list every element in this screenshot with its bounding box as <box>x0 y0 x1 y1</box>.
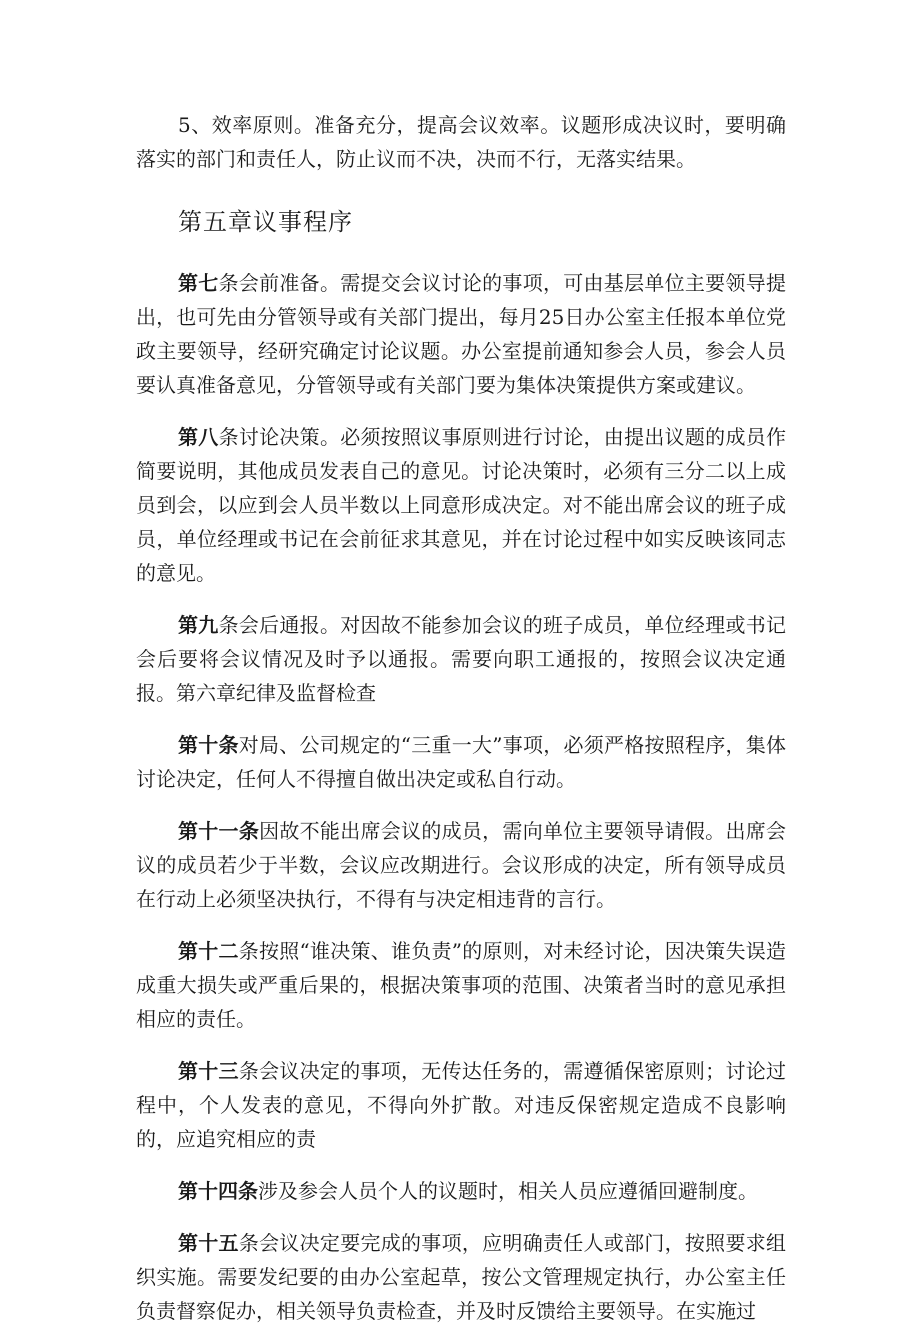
article-14-paragraph <box>136 1174 786 1208</box>
document-page <box>136 108 786 1328</box>
principle-5-paragraph: 5、效率原则。准备充分，提高会议效率。议题形成决议时，要明确落实的部门和责任人，防止议而不决，决而不行，无落实结果。 <box>136 113 786 171</box>
article-8-text: 条讨论决策。必须按照议事原则进行讨论，由提出议题的成员作简要说明，其他成员发表自己的意见。讨论决策时，必须有三分二以上成员到会，以应到会人员半数以上同意形成决定。对不能出席会议的班子成员，单位经理或书记在会前征求其意见，并在讨论过程中如实反映该同志的意见。 <box>136 425 787 585</box>
article-11-lead: 第十一条 <box>178 819 260 843</box>
article-15-lead: 第十五 <box>178 1231 239 1255</box>
article-8-paragraph <box>136 420 786 590</box>
article-10-text: 对局、公司规定的“三重一大”事项，必须严格按照程序，集体讨论决定，任何人不得擅自做出决定或私自行动。 <box>136 733 787 791</box>
article-10-paragraph <box>136 728 786 796</box>
article-9-paragraph <box>136 608 786 710</box>
article-9-lead: 第九 <box>178 613 219 637</box>
article-12-paragraph <box>136 934 786 1036</box>
article-7-text: 条会前准备。需提交会议讨论的事项，可由基层单位主要领导提出，也可先由分管领导或有关部门提出，每月25日办公室主任报本单位党政主要领导，经研究确定讨论议题。办公室提前通知参会人员，参会人员要认真准备意见，分管领导或有关部门要为集体决策提供方案或建议。 <box>136 271 787 397</box>
article-12-lead: 第十二 <box>178 939 239 963</box>
article-11-text: 因故不能出席会议的成员，需向单位主要领导请假。出席会议的成员若少于半数，会议应改期进行。会议形成的决定，所有领导成员在行动上必须坚决执行，不得有与决定相违背的言行。 <box>136 819 787 911</box>
article-8-lead: 第八 <box>178 425 219 449</box>
article-13-paragraph <box>136 1054 786 1156</box>
article-9-text: 条会后通报。对因故不能参加会议的班子成员，单位经理或书记会后要将会议情况及时予以通报。需要向职工通报的，按照会议决定通报。第六章纪律及监督检查 <box>136 613 787 705</box>
article-11-paragraph <box>136 814 786 916</box>
article-15-text: 条会议决定要完成的事项，应明确责任人或部门，按照要求组织实施。需要发纪要的由办公室起草，按公文管理规定执行，办公室主任负责督察促办，相关领导负责检查，并及时反馈给主要领导。在实施过 <box>136 1231 787 1323</box>
article-13-lead: 第十三 <box>178 1059 239 1083</box>
article-14-text: 涉及参会人员个人的议题时，相关人员应遵循回避制度。 <box>258 1179 758 1203</box>
article-12-text: 条按照“谁决策、谁负责”的原则，对未经讨论，因决策失误造成重大损失或严重后果的，根据决策事项的范围、决策者当时的意见承担相应的责任。 <box>136 939 787 1031</box>
article-10-lead: 第十条 <box>178 733 239 757</box>
article-14-lead: 第十四条 <box>178 1179 258 1203</box>
article-15-paragraph <box>136 1226 786 1328</box>
article-13-text: 条会议决定的事项，无传达任务的，需遵循保密原则；讨论过程中，个人发表的意见，不得向外扩散。对违反保密规定造成不良影响的，应追究相应的责 <box>136 1059 787 1151</box>
article-7-paragraph <box>136 266 786 402</box>
chapter-5-heading: 第五章议事程序 <box>178 208 353 236</box>
article-7-lead: 第七 <box>178 271 219 295</box>
